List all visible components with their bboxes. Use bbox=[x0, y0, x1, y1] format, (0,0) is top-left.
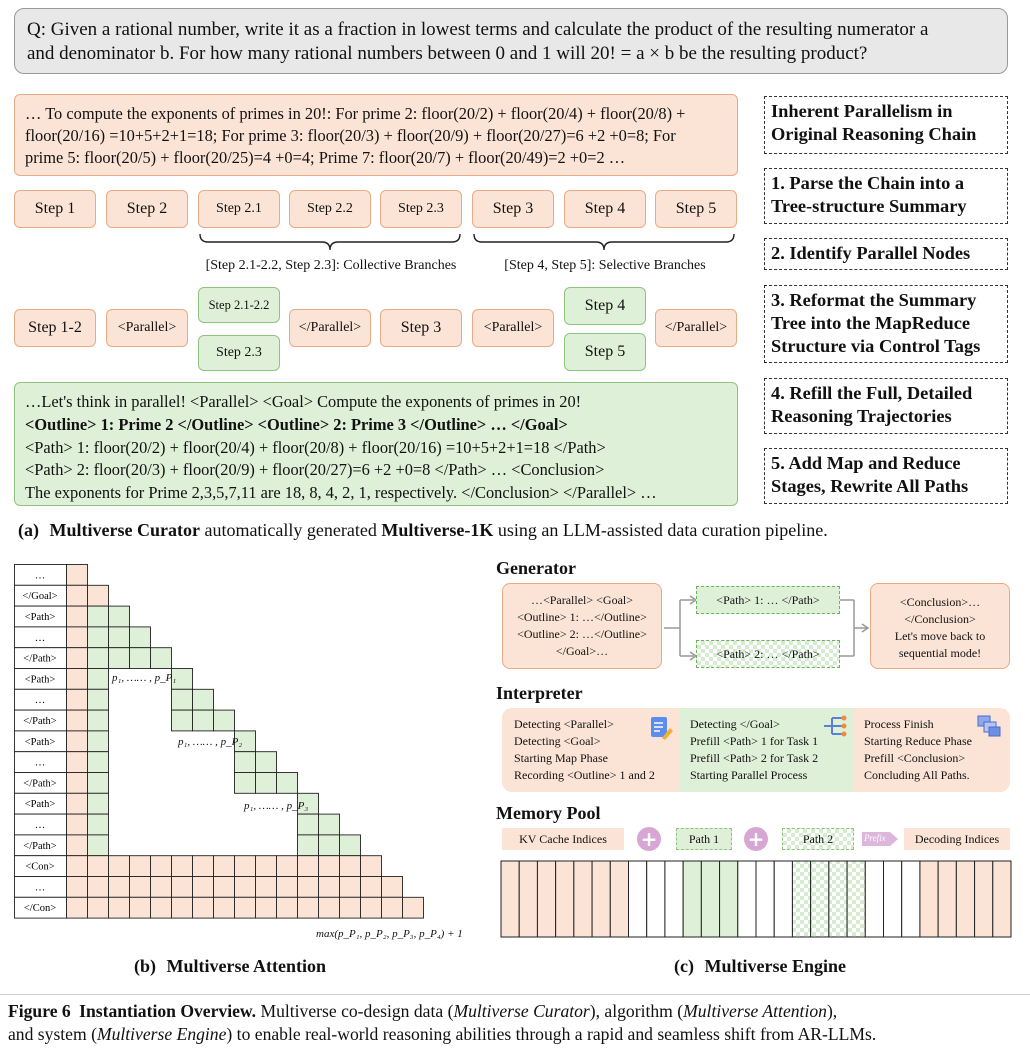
pipeline-step-5: 5. Add Map and Reduce Stages, Rewrite All Paths bbox=[764, 448, 1008, 504]
caption-a-end: using an LLM-assisted data curation pipeline. bbox=[497, 520, 828, 540]
memory-slot bbox=[683, 861, 701, 937]
attn-cell bbox=[235, 752, 256, 773]
question-box bbox=[14, 8, 1008, 74]
selective-brace bbox=[474, 234, 734, 250]
figure-text-1: Multiverse co-design data ( bbox=[260, 1001, 454, 1021]
attn-row-label: … bbox=[34, 695, 46, 707]
attn-cell bbox=[67, 752, 88, 773]
memory-slot bbox=[756, 861, 774, 937]
interp-right-4: Concluding All Paths. bbox=[864, 768, 970, 782]
memory-slot bbox=[701, 861, 719, 937]
step-4: Step 4 bbox=[564, 190, 646, 228]
interp-left-3: Starting Map Phase bbox=[514, 751, 608, 765]
attn-cell bbox=[256, 877, 277, 898]
generator-title: Generator bbox=[496, 558, 576, 578]
memory-slot bbox=[902, 861, 920, 937]
attn-row-label: </Path> bbox=[23, 653, 57, 665]
step-2-3: Step 2.3 bbox=[380, 190, 462, 228]
memory-slot bbox=[574, 861, 592, 937]
attn-cell bbox=[214, 897, 235, 918]
decoding-indices-label: Decoding Indices bbox=[904, 828, 1010, 850]
memory-slot bbox=[975, 861, 993, 937]
attn-cell bbox=[193, 689, 214, 710]
memory-slot bbox=[519, 861, 537, 937]
figure-italic-1: Multiverse Curator bbox=[453, 1001, 590, 1021]
attn-annot-2: p₁, …… , p_P₂ bbox=[178, 736, 243, 748]
pipeline-step-1: 1. Parse the Chain into a Tree-structure Summary bbox=[764, 168, 1008, 224]
attn-cell bbox=[67, 835, 88, 856]
attn-cell bbox=[277, 856, 298, 877]
attn-cell bbox=[193, 856, 214, 877]
memory-pool-strip bbox=[500, 860, 1012, 940]
attn-cell bbox=[109, 897, 130, 918]
step-4-branch: Step 4 bbox=[564, 287, 646, 325]
step-2-3-branch: Step 2.3 bbox=[198, 335, 280, 371]
step-1: Step 1 bbox=[14, 190, 96, 228]
caption-divider bbox=[0, 994, 1030, 995]
attn-cell bbox=[109, 856, 130, 877]
attn-row-label: <Path> bbox=[24, 736, 56, 748]
attn-cell bbox=[67, 897, 88, 918]
memory-slot bbox=[629, 861, 647, 937]
figure-label: Figure 6 bbox=[8, 1001, 71, 1021]
attn-cell bbox=[109, 627, 130, 648]
attn-row-label: </Goal> bbox=[22, 591, 58, 603]
interp-right-1: Process Finish bbox=[864, 717, 934, 731]
memory-slot bbox=[610, 861, 628, 937]
attn-cell bbox=[88, 897, 109, 918]
attn-cell bbox=[256, 897, 277, 918]
attn-cell bbox=[319, 897, 340, 918]
attn-cell bbox=[109, 648, 130, 669]
attn-cell bbox=[109, 606, 130, 627]
question-line-2: and denominator b. For how many rational numbers between 0 and 1 will 20! = a × b be the resulting product? bbox=[27, 43, 868, 64]
attn-cell bbox=[319, 877, 340, 898]
interp-right bbox=[854, 708, 1010, 792]
step-3: Step 3 bbox=[472, 190, 554, 228]
attn-row-label: … bbox=[34, 757, 46, 769]
attn-cell bbox=[88, 773, 109, 794]
attn-cell bbox=[130, 648, 151, 669]
memory-slot bbox=[556, 861, 574, 937]
attn-cell bbox=[67, 877, 88, 898]
attn-cell bbox=[361, 897, 382, 918]
memory-slot bbox=[884, 861, 902, 937]
gen-right-1: <Conclusion>… bbox=[899, 595, 981, 609]
attn-cell bbox=[88, 606, 109, 627]
parallel-open-tag-2: <Parallel> bbox=[472, 309, 554, 347]
attn-cell bbox=[214, 877, 235, 898]
figure-title: Instantiation Overview. bbox=[79, 1001, 257, 1021]
selective-branches-label: [Step 4, Step 5]: Selective Branches bbox=[504, 258, 706, 273]
attn-cell bbox=[298, 814, 319, 835]
step-3-row2: Step 3 bbox=[380, 309, 462, 347]
interp-left-2: Detecting <Goal> bbox=[514, 734, 601, 748]
context2-line-4: <Path> 2: floor(20/3) + floor(20/9) + floor(20/27)=6 +2 +0=8 </Path> … <Conclusion> bbox=[25, 460, 605, 480]
attn-cell bbox=[256, 856, 277, 877]
interp-mid bbox=[680, 708, 854, 792]
caption-c bbox=[640, 956, 880, 977]
parallel-close-tag-2: </Parallel> bbox=[655, 309, 737, 347]
memory-slot bbox=[738, 861, 756, 937]
path-2-label: Path 2 bbox=[782, 828, 854, 850]
memory-slot bbox=[956, 861, 974, 937]
attn-cell bbox=[151, 856, 172, 877]
attn-cell bbox=[88, 856, 109, 877]
attn-cell bbox=[130, 856, 151, 877]
attn-cell bbox=[130, 627, 151, 648]
attn-cell bbox=[67, 669, 88, 690]
attn-cell bbox=[88, 814, 109, 835]
attn-annot-3: p₁, …… , p_P₃ bbox=[244, 800, 309, 812]
interp-right-2: Starting Reduce Phase bbox=[864, 734, 972, 748]
attn-cell bbox=[88, 585, 109, 606]
original-reasoning-context bbox=[14, 94, 738, 176]
attn-cell bbox=[277, 897, 298, 918]
parallel-reasoning-context bbox=[14, 382, 738, 506]
attn-cell bbox=[67, 856, 88, 877]
memory-slot bbox=[829, 861, 847, 937]
attn-cell bbox=[67, 814, 88, 835]
attn-cell bbox=[193, 897, 214, 918]
attn-cell bbox=[235, 773, 256, 794]
attn-cell bbox=[88, 710, 109, 731]
attn-cell bbox=[340, 835, 361, 856]
caption-b-prefix: (b) bbox=[134, 956, 157, 976]
attn-cell bbox=[340, 877, 361, 898]
caption-a-prefix: (a) bbox=[18, 520, 39, 540]
interp-right-3: Prefill <Conclusion> bbox=[864, 751, 966, 765]
pipeline-step-2: 2. Identify Parallel Nodes bbox=[764, 238, 1008, 270]
attn-row-label: … bbox=[34, 820, 46, 831]
memory-slot bbox=[920, 861, 938, 937]
merge-windows-icon bbox=[976, 714, 1002, 738]
memory-pool-title: Memory Pool bbox=[496, 803, 601, 823]
parallel-open-tag-1: <Parallel> bbox=[106, 309, 188, 347]
pipeline-step-4: 4. Refill the Full, Detailed Reasoning Trajectories bbox=[764, 378, 1008, 434]
attn-cell bbox=[172, 877, 193, 898]
attn-row-label: … bbox=[34, 570, 46, 582]
attn-cell bbox=[130, 897, 151, 918]
caption-b bbox=[100, 956, 360, 977]
interpreter-title: Interpreter bbox=[496, 683, 583, 703]
figure-italic-3: Multiverse Engine bbox=[96, 1024, 227, 1044]
attn-cell bbox=[88, 752, 109, 773]
prefix-label: Prefix bbox=[864, 833, 886, 843]
pipeline-step-0: Inherent Parallelism in Original Reasoning Chain bbox=[764, 96, 1008, 154]
attn-row-label: … bbox=[34, 882, 46, 894]
context1-line-1: … To compute the exponents of primes in 20!: For prime 2: floor(20/2) + floor(20/4) + floor(20/8) + bbox=[25, 104, 686, 123]
attn-cell bbox=[109, 877, 130, 898]
attn-cell bbox=[298, 897, 319, 918]
attn-cell bbox=[235, 877, 256, 898]
interp-mid-2: Prefill <Path> 1 for Task 1 bbox=[690, 734, 819, 748]
attn-cell bbox=[88, 689, 109, 710]
figure-text-3: ), bbox=[826, 1001, 838, 1021]
attn-cell bbox=[67, 731, 88, 752]
attn-row-label: <Path> bbox=[24, 799, 56, 811]
attn-cell bbox=[319, 835, 340, 856]
attn-row-label: <Path> bbox=[24, 612, 56, 623]
caption-c-prefix: (c) bbox=[674, 956, 694, 976]
attn-cell bbox=[67, 648, 88, 669]
plus-icon-2: + bbox=[744, 827, 768, 851]
attn-cell bbox=[88, 648, 109, 669]
step-2: Step 2 bbox=[106, 190, 188, 228]
interp-mid-4: Starting Parallel Process bbox=[690, 768, 808, 782]
memory-slot bbox=[665, 861, 683, 937]
step-2-1: Step 2.1 bbox=[198, 190, 280, 228]
figure-italic-2: Multiverse Attention bbox=[683, 1001, 827, 1021]
interpreter-panel bbox=[502, 708, 1010, 792]
generator-path-2: <Path> 2: … </Path> bbox=[696, 640, 840, 668]
generator-goal-box bbox=[502, 583, 662, 669]
attn-cell bbox=[298, 877, 319, 898]
attn-cell bbox=[67, 793, 88, 814]
attn-cell bbox=[67, 773, 88, 794]
memory-slot bbox=[847, 861, 865, 937]
attn-row-label: </Path> bbox=[23, 778, 57, 790]
interp-left-1: Detecting <Parallel> bbox=[514, 717, 614, 731]
figure-caption bbox=[8, 1000, 1024, 1046]
gen-right-4: sequential mode! bbox=[898, 646, 982, 660]
context2-line-3: <Path> 1: floor(20/2) + floor(20/4) + floor(20/8) + floor(20/16) =10+5+2+1=18 </Path> bbox=[25, 437, 606, 457]
attn-cell bbox=[88, 627, 109, 648]
attn-cell bbox=[256, 773, 277, 794]
attn-cell bbox=[67, 689, 88, 710]
attn-cell bbox=[172, 856, 193, 877]
gen-left-4: </Goal>… bbox=[555, 644, 609, 658]
attn-cell bbox=[361, 856, 382, 877]
gen-right-3: Let's move back to bbox=[894, 629, 986, 643]
context2-line-2: <Outline> 1: Prime 2 </Outline> <Outline> 2: Prime 3 </Outline> … </Goal> bbox=[25, 414, 568, 434]
figure-text-2: ), algorithm ( bbox=[589, 1001, 684, 1021]
attn-cell bbox=[151, 897, 172, 918]
attn-cell bbox=[340, 856, 361, 877]
interp-left-4: Recording <Outline> 1 and 2 bbox=[514, 768, 655, 782]
memory-slot bbox=[792, 861, 810, 937]
attn-cell bbox=[151, 648, 172, 669]
attn-cell bbox=[361, 877, 382, 898]
step-5: Step 5 bbox=[655, 190, 737, 228]
memory-slot bbox=[501, 861, 519, 937]
attn-cell bbox=[214, 856, 235, 877]
figure-caption-line-1 bbox=[8, 1000, 1024, 1023]
attn-cell bbox=[340, 897, 361, 918]
generator-path-1: <Path> 1: … </Path> bbox=[696, 586, 840, 614]
attn-row-label: </Path> bbox=[23, 716, 57, 727]
memory-slot bbox=[720, 861, 738, 937]
attn-cell bbox=[67, 565, 88, 586]
gen-right-2: </Conclusion> bbox=[904, 612, 976, 626]
attn-cell bbox=[151, 877, 172, 898]
collective-branches-label: [Step 2.1-2.2, Step 2.3]: Collective Branches bbox=[205, 258, 457, 273]
memory-slot bbox=[537, 861, 555, 937]
step-5-branch: Step 5 bbox=[564, 333, 646, 371]
path-1-label: Path 1 bbox=[676, 828, 732, 850]
attn-cell bbox=[172, 897, 193, 918]
attn-cell bbox=[235, 897, 256, 918]
caption-b-title: Multiverse Attention bbox=[166, 956, 326, 976]
document-edit-icon bbox=[648, 714, 674, 742]
interp-mid-1: Detecting </Goal> bbox=[690, 717, 780, 731]
pipeline-step-3: 3. Reformat the Summary Tree into the MapReduce Structure via Control Tags bbox=[764, 285, 1008, 363]
attn-cell bbox=[298, 856, 319, 877]
caption-c-title: Multiverse Engine bbox=[704, 956, 846, 976]
attn-cell bbox=[67, 585, 88, 606]
attn-cell bbox=[67, 606, 88, 627]
step-1-2: Step 1-2 bbox=[14, 309, 96, 347]
interp-mid-3: Prefill <Path> 2 for Task 2 bbox=[690, 751, 819, 765]
context2-line-1: …Let's think in parallel! <Parallel> <Goal> Compute the exponents of primes in 20! bbox=[25, 392, 582, 411]
attn-cell bbox=[277, 773, 298, 794]
memory-slot bbox=[811, 861, 829, 937]
attn-row-label: </Con> bbox=[23, 903, 57, 915]
memory-slot bbox=[774, 861, 792, 937]
context2-line-5: The exponents for Prime 2,3,5,7,11 are 18, 8, 4, 2, 1, respectively. </Conclusion> </Parallel> … bbox=[25, 483, 657, 503]
question-line-1: Q: Given a rational number, write it as a fraction in lowest terms and calculate the product of the resulting numerator a bbox=[27, 19, 929, 40]
gen-left-2: <Outline> 1: …</Outline> bbox=[517, 610, 647, 624]
generator-conclusion-box bbox=[870, 583, 1010, 669]
attn-cell bbox=[172, 689, 193, 710]
memory-slot bbox=[647, 861, 665, 937]
attn-row-label: </Path> bbox=[23, 840, 57, 852]
memory-slot bbox=[865, 861, 883, 937]
figure-caption-line-2 bbox=[8, 1023, 1024, 1046]
attn-cell bbox=[67, 710, 88, 731]
context1-line-3: prime 5: floor(20/5) + floor(20/25)=4 +0=4; Prime 7: floor(20/7) + floor(20/49)=2 +0=2 … bbox=[25, 148, 626, 167]
attn-cell bbox=[67, 627, 88, 648]
kv-cache-label: KV Cache Indices bbox=[502, 828, 624, 850]
gen-left-3: <Outline> 2: …</Outline> bbox=[517, 627, 647, 641]
branch-split-icon bbox=[822, 714, 848, 738]
context1-line-2: floor(20/16) =10+5+2+1=18; For prime 3: floor(20/3) + floor(20/9) + floor(20/27)=6 +2 +0=8; For bbox=[25, 126, 676, 145]
caption-a-bold1: Multiverse Curator bbox=[49, 520, 200, 540]
attn-cell bbox=[403, 897, 424, 918]
attn-cell bbox=[88, 731, 109, 752]
attn-cell bbox=[382, 897, 403, 918]
attn-cell bbox=[235, 856, 256, 877]
attn-cell bbox=[277, 877, 298, 898]
caption-a-bold2: Multiverse-1K bbox=[381, 520, 494, 540]
attn-cell bbox=[319, 814, 340, 835]
figure-line2-b: ) to enable real-world reasoning abilities through a rapid and seamless shift from AR-LLMs. bbox=[226, 1024, 877, 1044]
step-2-1-2-2: Step 2.1-2.2 bbox=[198, 287, 280, 323]
interp-left bbox=[502, 708, 680, 792]
attn-annot-1: p₁, …… , p_P₁ bbox=[112, 672, 177, 684]
brace-lines bbox=[196, 230, 744, 252]
attn-cell bbox=[382, 877, 403, 898]
step-2-2: Step 2.2 bbox=[289, 190, 371, 228]
attn-cell bbox=[88, 669, 109, 690]
attn-cell bbox=[172, 710, 193, 731]
attn-cell bbox=[88, 877, 109, 898]
collective-brace bbox=[200, 234, 460, 250]
attn-cell bbox=[88, 835, 109, 856]
attn-cell bbox=[256, 752, 277, 773]
memory-slot bbox=[993, 861, 1011, 937]
memory-slot bbox=[592, 861, 610, 937]
memory-slot bbox=[938, 861, 956, 937]
attn-row-label: <Path> bbox=[24, 674, 56, 686]
caption-a-mid: automatically generated bbox=[204, 520, 377, 540]
attn-annot-max: max(p_P₁, p_P₂, p_P₃, p_P₄) + 1 bbox=[316, 928, 463, 940]
attn-cell bbox=[193, 877, 214, 898]
attn-cell bbox=[319, 856, 340, 877]
figure-line2-a: and system ( bbox=[8, 1024, 97, 1044]
gen-left-1: …<Parallel> <Goal> bbox=[530, 593, 634, 607]
attn-cell bbox=[214, 710, 235, 731]
attn-cell bbox=[130, 877, 151, 898]
attn-cell bbox=[193, 710, 214, 731]
caption-a bbox=[18, 520, 1018, 541]
attn-row-label: … bbox=[34, 632, 46, 644]
plus-icon-1: + bbox=[637, 827, 661, 851]
parallel-close-tag-1: </Parallel> bbox=[289, 309, 371, 347]
attn-cell bbox=[298, 835, 319, 856]
attn-cell bbox=[88, 793, 109, 814]
attn-row-label: <Con> bbox=[25, 861, 55, 873]
